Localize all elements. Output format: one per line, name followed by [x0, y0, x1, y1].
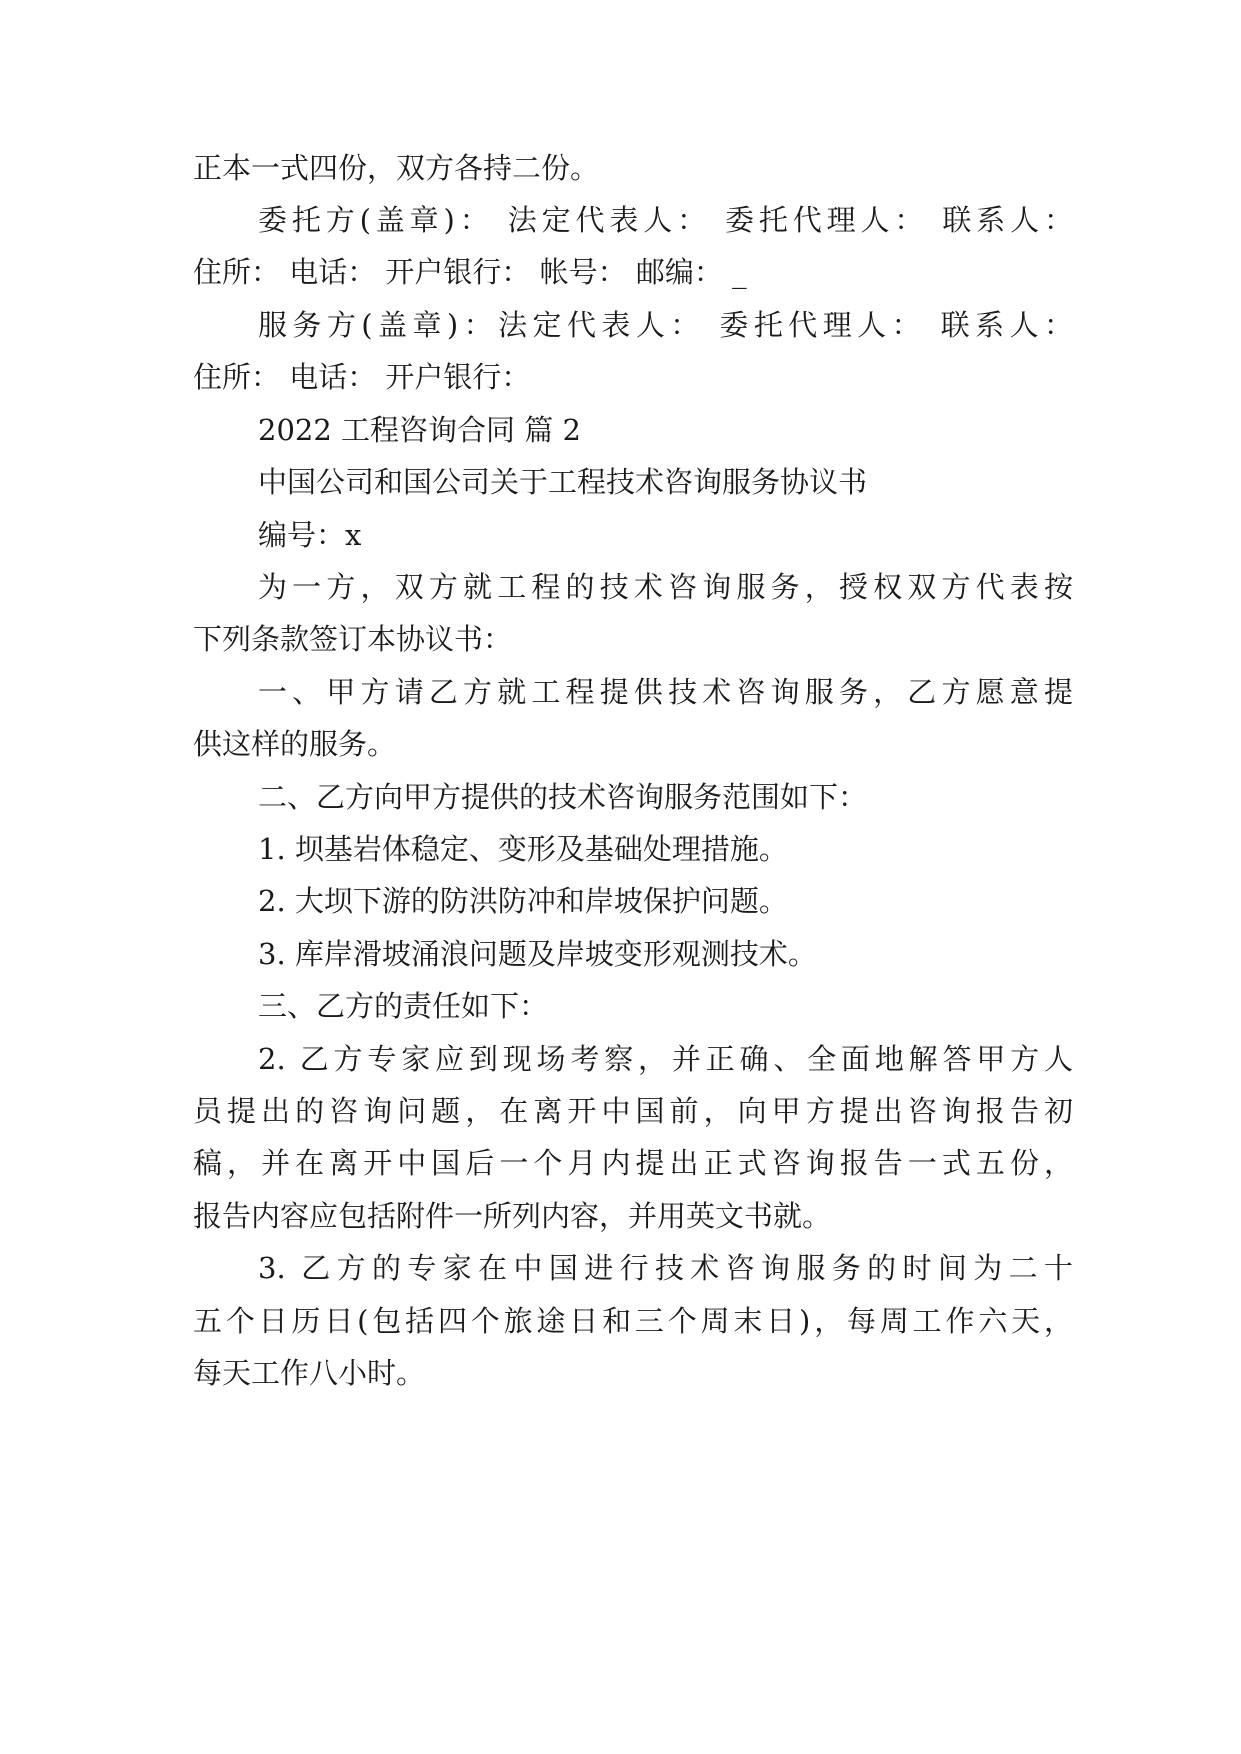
list-item: 2. 乙方专家应到现场考察，并正确、全面地解答甲方人 [258, 1042, 1073, 1076]
paragraph-line: 下列条款签订本协议书： [193, 622, 513, 656]
agreement-number: 编号：x [258, 518, 362, 552]
paragraph-line: 每天工作八小时。 [193, 1356, 426, 1390]
clause-one-line: 供这样的服务。 [193, 727, 397, 761]
clause-two-heading: 二、乙方向甲方提供的技术咨询服务范围如下： [258, 780, 868, 814]
paragraph-line: 报告内容应包括附件一所列内容，并用英文书就。 [193, 1199, 832, 1233]
paragraph-line: 为一方，双方就工程的技术咨询服务，授权双方代表按 [258, 570, 1073, 604]
provider-signature-line: 服务方(盖章)：法定代表人： 委托代理人： 联系人： [258, 308, 1073, 342]
provider-contact-line: 住所： 电话： 开户银行： [193, 360, 531, 394]
paragraph-line: 正本一式四份，双方各持二份。 [193, 151, 600, 185]
list-item: 3. 乙方的专家在中国进行技术咨询服务的时间为二十 [258, 1251, 1073, 1285]
clause-one-line: 一、甲方请乙方就工程提供技术咨询服务，乙方愿意提 [258, 675, 1073, 709]
client-signature-line: 委托方(盖章)： 法定代表人： 委托代理人： 联系人： [258, 203, 1073, 237]
list-item: 2. 大坝下游的防洪防冲和岸坡保护问题。 [258, 884, 788, 918]
list-item: 1. 坝基岩体稳定、变形及基础处理措施。 [258, 832, 788, 866]
section-heading: 2022 工程咨询合同 篇 2 [258, 413, 581, 447]
list-item: 3. 库岸滑坡涌浪问题及岸坡变形观测技术。 [258, 937, 817, 971]
paragraph-line: 五个日历日(包括四个旅途日和三个周末日)，每周工作六天， [193, 1304, 1073, 1338]
paragraph-line: 员提出的咨询问题，在离开中国前，向甲方提出咨询报告初 [193, 1094, 1073, 1128]
clause-three-heading: 三、乙方的责任如下： [258, 989, 549, 1023]
client-contact-line: 住所： 电话： 开户银行： 帐号： 邮编： _ [193, 255, 747, 289]
agreement-title: 中国公司和国公司关于工程技术咨询服务协议书 [258, 465, 868, 499]
paragraph-line: 稿，并在离开中国后一个月内提出正式咨询报告一式五份， [193, 1146, 1073, 1180]
